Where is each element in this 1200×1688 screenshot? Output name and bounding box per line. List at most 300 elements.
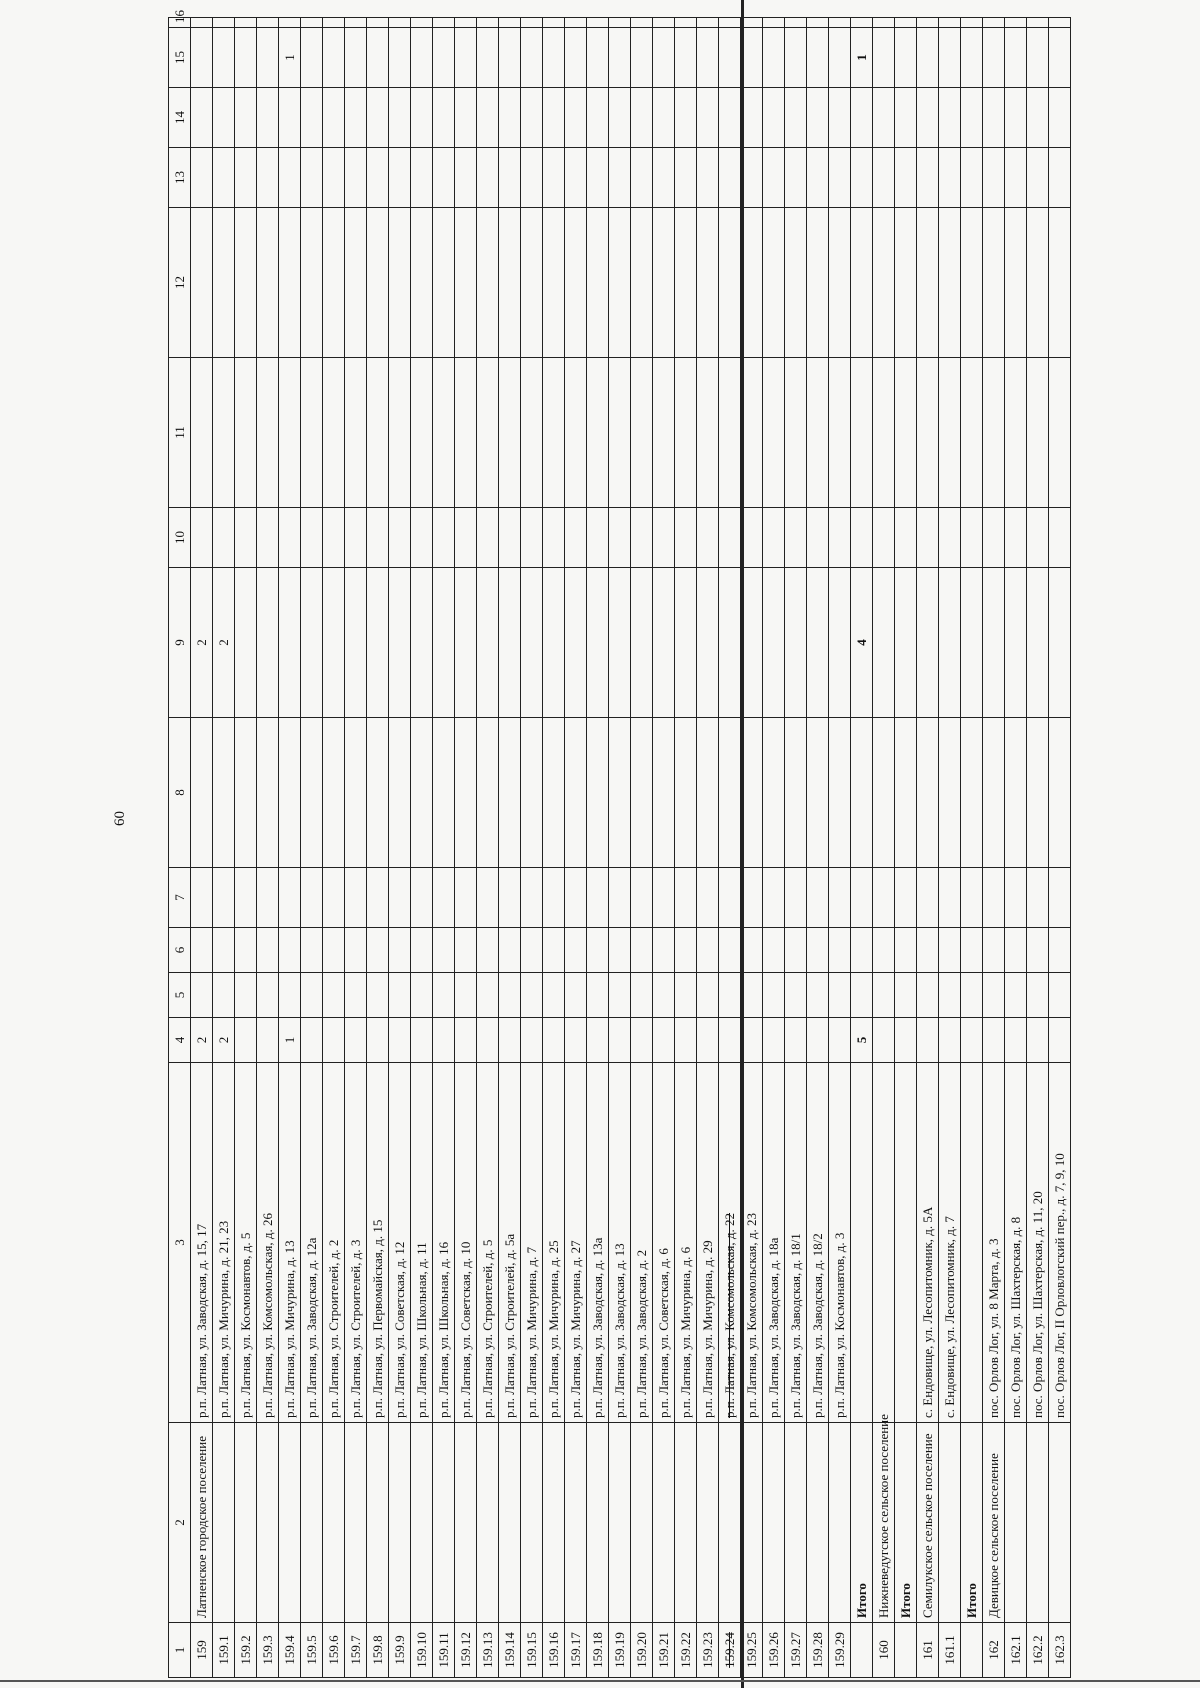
table-cell — [235, 148, 257, 208]
table-cell — [257, 973, 279, 1018]
table-cell — [609, 718, 631, 868]
table-cell — [719, 28, 741, 88]
table-cell — [917, 18, 939, 28]
table-row — [477, 18, 499, 1678]
address-cell: р.п. Латная, ул. Мичурина, д. 13 — [279, 1063, 301, 1423]
table-cell — [631, 88, 653, 148]
table-cell — [653, 208, 675, 358]
table-cell — [939, 508, 961, 568]
table-cell — [939, 973, 961, 1018]
table-cell — [345, 568, 367, 718]
table-cell — [895, 508, 917, 568]
table-cell: Девицкое сельское поселение — [983, 1423, 1005, 1623]
table-cell — [1049, 148, 1071, 208]
table-cell — [345, 88, 367, 148]
table-row — [191, 18, 213, 1678]
table-row — [983, 18, 1005, 1678]
table-cell — [1005, 718, 1027, 868]
address-cell: р.п. Латная, ул. Мичурина, д. 7 — [521, 1063, 543, 1423]
table-cell — [873, 1018, 895, 1063]
table-cell — [851, 508, 873, 568]
table-row — [785, 18, 807, 1678]
table-cell — [587, 928, 609, 973]
table-cell — [653, 1018, 675, 1063]
table-cell: Латненское городское поселение — [191, 1423, 213, 1623]
table-cell — [939, 1423, 961, 1623]
table-cell — [1049, 88, 1071, 148]
table-cell — [345, 508, 367, 568]
table-cell — [301, 1018, 323, 1063]
table-cell — [939, 148, 961, 208]
table-cell — [917, 358, 939, 508]
table-cell — [697, 1423, 719, 1623]
table-cell — [873, 358, 895, 508]
table-cell — [411, 148, 433, 208]
row-number-cell: 162.2 — [1027, 1623, 1049, 1678]
table-cell — [697, 568, 719, 718]
table-cell — [499, 568, 521, 718]
table-cell — [323, 208, 345, 358]
table-cell — [499, 973, 521, 1018]
table-cell — [939, 868, 961, 928]
table-cell — [521, 148, 543, 208]
table-row — [301, 18, 323, 1678]
table-cell: Итого — [895, 1423, 917, 1623]
table-cell — [675, 148, 697, 208]
table-cell — [323, 1018, 345, 1063]
table-cell — [785, 928, 807, 973]
table-cell — [279, 868, 301, 928]
table-cell — [763, 208, 785, 358]
table-cell — [829, 148, 851, 208]
table-cell — [719, 868, 741, 928]
table-cell — [829, 928, 851, 973]
table-cell — [961, 508, 983, 568]
table-cell — [477, 718, 499, 868]
table-cell — [543, 568, 565, 718]
table-cell — [1027, 508, 1049, 568]
table-cell — [763, 1018, 785, 1063]
table-cell — [587, 1423, 609, 1623]
table-cell — [499, 718, 521, 868]
table-cell: 2 — [191, 568, 213, 718]
table-cell — [1027, 358, 1049, 508]
address-cell — [873, 1063, 895, 1423]
table-cell — [939, 568, 961, 718]
table-cell — [1049, 973, 1071, 1018]
table-cell — [719, 88, 741, 148]
table-cell — [785, 868, 807, 928]
address-cell: р.п. Латная, ул. Заводская, д. 18а — [763, 1063, 785, 1423]
table-cell — [1027, 28, 1049, 88]
table-cell — [609, 973, 631, 1018]
table-cell — [433, 28, 455, 88]
table-cell — [983, 1018, 1005, 1063]
table-cell — [961, 928, 983, 973]
table-cell — [829, 28, 851, 88]
table-cell — [763, 88, 785, 148]
table-cell — [917, 88, 939, 148]
table-cell — [675, 18, 697, 28]
table-cell — [191, 18, 213, 28]
table-cell — [807, 973, 829, 1018]
table-cell — [983, 358, 1005, 508]
address-cell: р.п. Латная, ул. Заводская, д. 2 — [631, 1063, 653, 1423]
table-cell — [917, 568, 939, 718]
table-cell — [433, 208, 455, 358]
table-cell — [499, 868, 521, 928]
table-cell — [631, 1423, 653, 1623]
table-cell — [521, 358, 543, 508]
table-cell — [1005, 973, 1027, 1018]
table-cell — [609, 1423, 631, 1623]
table-cell — [543, 1423, 565, 1623]
table-cell — [917, 208, 939, 358]
table-cell — [785, 28, 807, 88]
row-number-cell: 160 — [873, 1623, 895, 1678]
table-cell — [675, 508, 697, 568]
column-header-6: 6 — [169, 928, 191, 973]
table-cell — [829, 1423, 851, 1623]
table-cell — [235, 508, 257, 568]
table-cell — [499, 88, 521, 148]
table-cell — [213, 208, 235, 358]
table-cell — [895, 358, 917, 508]
table-cell — [631, 28, 653, 88]
table-cell — [851, 973, 873, 1018]
table-cell — [257, 568, 279, 718]
table-cell — [213, 973, 235, 1018]
table-cell — [433, 88, 455, 148]
table-cell — [785, 208, 807, 358]
table-cell — [983, 973, 1005, 1018]
row-number-cell: 159.20 — [631, 1623, 653, 1678]
table-cell — [565, 358, 587, 508]
row-number-cell: 159.16 — [543, 1623, 565, 1678]
table-cell — [477, 1423, 499, 1623]
table-cell — [917, 868, 939, 928]
table-cell — [829, 718, 851, 868]
table-cell — [675, 88, 697, 148]
table-cell — [257, 28, 279, 88]
table-cell — [785, 148, 807, 208]
table-cell — [851, 868, 873, 928]
table-cell — [939, 88, 961, 148]
table-cell — [367, 358, 389, 508]
table-cell — [565, 88, 587, 148]
table-cell — [323, 928, 345, 973]
table-cell — [983, 28, 1005, 88]
row-number-cell: 159.28 — [807, 1623, 829, 1678]
table-cell — [235, 718, 257, 868]
table-cell — [653, 1423, 675, 1623]
table-row — [873, 18, 895, 1678]
table-cell — [565, 973, 587, 1018]
table-cell — [895, 88, 917, 148]
table-cell: 4 — [851, 568, 873, 718]
table-cell — [191, 148, 213, 208]
table-cell — [345, 28, 367, 88]
table-cell — [785, 718, 807, 868]
table-cell — [455, 28, 477, 88]
row-number-cell: 159.19 — [609, 1623, 631, 1678]
table-row — [807, 18, 829, 1678]
row-number-cell: 162.1 — [1005, 1623, 1027, 1678]
table-cell — [697, 18, 719, 28]
table-cell — [763, 28, 785, 88]
table-cell: 5 — [851, 1018, 873, 1063]
table-cell — [609, 358, 631, 508]
table-cell — [543, 18, 565, 28]
table-cell — [477, 358, 499, 508]
table-cell — [983, 868, 1005, 928]
table-cell — [631, 358, 653, 508]
table-cell — [873, 18, 895, 28]
address-cell: пос. Орлов Лог, II Орловлогский пер., д. 7, 9, 10 — [1049, 1063, 1071, 1423]
table-cell — [235, 928, 257, 973]
table-cell — [301, 868, 323, 928]
table-cell — [279, 973, 301, 1018]
table-cell — [697, 148, 719, 208]
table-cell — [279, 1423, 301, 1623]
column-header-14: 14 — [169, 88, 191, 148]
row-number-cell: 159.2 — [235, 1623, 257, 1678]
table-cell — [829, 18, 851, 28]
table-cell — [411, 1423, 433, 1623]
table-cell — [983, 18, 1005, 28]
table-cell — [345, 18, 367, 28]
table-cell — [631, 718, 653, 868]
table-cell — [587, 358, 609, 508]
table-cell — [433, 973, 455, 1018]
table-cell — [719, 358, 741, 508]
table-row — [565, 18, 587, 1678]
table-cell — [1005, 568, 1027, 718]
row-number-cell: 159.1 — [213, 1623, 235, 1678]
table-cell — [807, 18, 829, 28]
table-cell — [521, 973, 543, 1018]
table-cell — [411, 508, 433, 568]
table-cell — [345, 973, 367, 1018]
table-cell — [829, 1018, 851, 1063]
table-cell — [807, 1018, 829, 1063]
table-cell — [873, 973, 895, 1018]
address-cell: с. Ендовище, ул. Лесопитомник, д. 7 — [939, 1063, 961, 1423]
table-cell — [1005, 1423, 1027, 1623]
housing-table — [168, 10, 1071, 1678]
table-cell — [455, 148, 477, 208]
table-cell — [213, 148, 235, 208]
table-cell — [235, 88, 257, 148]
address-cell: р.п. Латная, ул. Космонавтов, д. 3 — [829, 1063, 851, 1423]
table-row — [1005, 18, 1027, 1678]
table-cell — [213, 508, 235, 568]
row-number-cell: 159.29 — [829, 1623, 851, 1678]
table-row — [609, 18, 631, 1678]
table-cell — [323, 1423, 345, 1623]
table-cell — [807, 208, 829, 358]
table-cell: 1 — [279, 28, 301, 88]
table-cell — [279, 568, 301, 718]
table-cell — [961, 358, 983, 508]
table-cell — [323, 88, 345, 148]
table-cell — [455, 208, 477, 358]
header-row — [169, 18, 191, 1678]
table-cell — [1027, 718, 1049, 868]
address-cell: р.п. Латная, ул. Комсомольская, д. 22 — [719, 1063, 741, 1423]
table-cell — [983, 508, 1005, 568]
table-cell — [279, 928, 301, 973]
table-cell — [1027, 568, 1049, 718]
table-cell — [367, 1018, 389, 1063]
table-row — [1049, 18, 1071, 1678]
table-cell — [895, 868, 917, 928]
table-cell — [785, 508, 807, 568]
table-cell — [477, 28, 499, 88]
table-cell: 1 — [279, 1018, 301, 1063]
table-row — [1027, 18, 1049, 1678]
table-cell — [895, 18, 917, 28]
row-number-cell: 162 — [983, 1623, 1005, 1678]
table-cell — [697, 718, 719, 868]
table-row — [521, 18, 543, 1678]
table-cell — [1027, 1018, 1049, 1063]
table-cell — [257, 718, 279, 868]
table-cell — [389, 718, 411, 868]
table-cell — [213, 28, 235, 88]
table-cell — [653, 18, 675, 28]
table-cell — [653, 568, 675, 718]
table-cell — [807, 868, 829, 928]
table-cell — [455, 1018, 477, 1063]
row-number-cell: 159.4 — [279, 1623, 301, 1678]
table-row — [235, 18, 257, 1678]
address-cell: р.п. Латная, ул. Мичурина, д. 25 — [543, 1063, 565, 1423]
table-row — [675, 18, 697, 1678]
address-cell: р.п. Латная, ул. Заводская, д. 15, 17 — [191, 1063, 213, 1423]
row-number-cell: 159.9 — [389, 1623, 411, 1678]
table-cell — [279, 508, 301, 568]
table-cell — [477, 928, 499, 973]
table-cell — [1049, 508, 1071, 568]
table-cell — [961, 718, 983, 868]
table-cell — [587, 568, 609, 718]
table-cell — [983, 88, 1005, 148]
table-cell — [873, 28, 895, 88]
table-cell: 1 — [851, 28, 873, 88]
table-cell — [1005, 358, 1027, 508]
table-cell — [521, 928, 543, 973]
table-cell — [917, 28, 939, 88]
table-cell — [235, 868, 257, 928]
address-cell: р.п. Латная, ул. Заводская, д. 18/2 — [807, 1063, 829, 1423]
table-cell — [807, 718, 829, 868]
table-row — [345, 18, 367, 1678]
table-cell — [587, 18, 609, 28]
table-cell — [565, 1423, 587, 1623]
table-cell — [433, 868, 455, 928]
table-cell — [345, 148, 367, 208]
row-number-cell: 159.21 — [653, 1623, 675, 1678]
table-cell — [433, 928, 455, 973]
table-cell — [829, 973, 851, 1018]
table-cell — [257, 928, 279, 973]
table-cell — [675, 718, 697, 868]
row-number-cell: 159.10 — [411, 1623, 433, 1678]
table-cell — [301, 208, 323, 358]
table-row — [499, 18, 521, 1678]
table-cell — [1027, 928, 1049, 973]
address-cell: пос. Орлов Лог, ул. Шахтерская, д. 11, 20 — [1027, 1063, 1049, 1423]
rotated-table-container — [168, 10, 1068, 1678]
address-cell: р.п. Латная, ул. Мичурина, д. 6 — [675, 1063, 697, 1423]
table-cell — [323, 28, 345, 88]
address-cell: р.п. Латная, ул. Заводская, д. 12а — [301, 1063, 323, 1423]
row-number-cell: 159.26 — [763, 1623, 785, 1678]
table-cell — [389, 1423, 411, 1623]
table-cell — [477, 18, 499, 28]
table-cell — [697, 868, 719, 928]
table-cell — [983, 718, 1005, 868]
table-cell — [785, 568, 807, 718]
table-cell — [477, 148, 499, 208]
table-cell — [213, 868, 235, 928]
table-cell — [455, 868, 477, 928]
table-cell — [257, 1018, 279, 1063]
table-cell — [543, 928, 565, 973]
table-cell — [499, 28, 521, 88]
table-cell — [323, 358, 345, 508]
table-cell — [1027, 148, 1049, 208]
table-cell — [653, 868, 675, 928]
address-cell: р.п. Латная, ул. Советская, д. 6 — [653, 1063, 675, 1423]
table-cell — [807, 1423, 829, 1623]
address-cell: р.п. Латная, ул. Первомайская, д. 15 — [367, 1063, 389, 1423]
table-cell — [411, 1018, 433, 1063]
table-cell — [631, 928, 653, 973]
table-cell — [323, 718, 345, 868]
table-cell — [301, 88, 323, 148]
table-cell — [587, 1018, 609, 1063]
table-cell — [609, 868, 631, 928]
table-cell — [719, 208, 741, 358]
table-cell — [389, 28, 411, 88]
table-cell — [917, 973, 939, 1018]
column-header-10: 10 — [169, 508, 191, 568]
table-cell — [345, 868, 367, 928]
column-header-15: 15 — [169, 28, 191, 88]
table-cell — [499, 1018, 521, 1063]
table-cell — [895, 568, 917, 718]
table-cell — [917, 508, 939, 568]
table-cell — [389, 568, 411, 718]
scan-fold-line — [741, 0, 744, 1688]
table-cell — [763, 973, 785, 1018]
table-cell — [873, 508, 895, 568]
row-number-cell: 159.5 — [301, 1623, 323, 1678]
table-row — [323, 18, 345, 1678]
address-cell — [961, 1063, 983, 1423]
table-cell — [411, 88, 433, 148]
table-cell — [807, 928, 829, 973]
row-number-cell: 162.3 — [1049, 1623, 1071, 1678]
table-cell — [191, 868, 213, 928]
table-cell — [257, 508, 279, 568]
table-cell — [191, 508, 213, 568]
table-cell — [455, 358, 477, 508]
table-cell — [587, 88, 609, 148]
table-row — [389, 18, 411, 1678]
